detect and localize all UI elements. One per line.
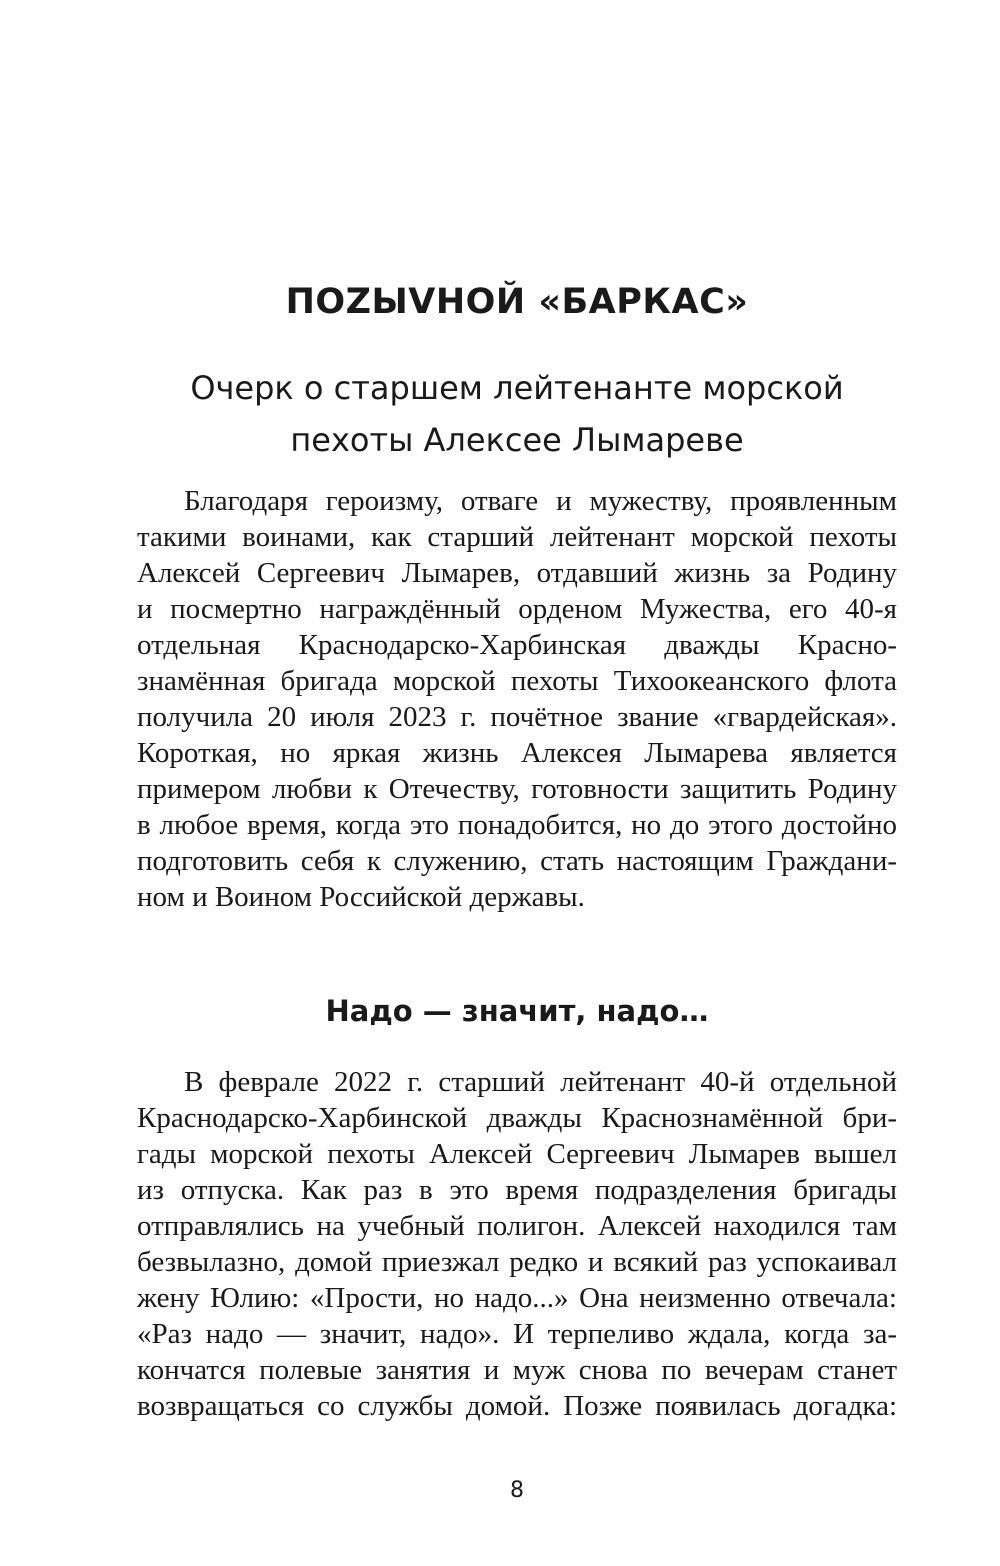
text-line: кончатся полевые занятия и муж снова по вечерам станет: [137, 1354, 897, 1386]
section-heading: Надо — значит, надо…: [325, 994, 709, 1028]
text-line: «Раз надо — значит, надо». И терпеливо ждала, когда за-: [137, 1318, 897, 1350]
text-line: в любое время, когда это понадобится, но до этого достойно: [137, 809, 897, 841]
text-line: Короткая, но яркая жизнь Алексея Лымарева является: [137, 737, 897, 769]
text-line: возвращаться со службы домой. Позже появилась догадка:: [137, 1390, 897, 1422]
text-line: примером любви к Отечеству, готовности защитить Родину: [137, 773, 897, 805]
paragraph-february: [137, 1064, 897, 1424]
text-line: получила 20 июля 2023 г. почётное звание «гвардейская».: [137, 701, 897, 733]
text-line: из отпуска. Как раз в это время подразделения бригады: [137, 1174, 897, 1206]
text-line: ном и Воином Российской державы.: [137, 881, 585, 913]
paragraph-intro: [137, 483, 897, 915]
text-line: Благодаря героизму, отваге и мужеству, проявленным: [184, 485, 897, 517]
text-line: такими воинами, как старший лейтенант морской пехоты: [137, 521, 897, 553]
subtitle-line: Очерк о старшем лейтенанте морской: [190, 369, 844, 407]
text-line: и посмертно награждённый орденом Мужества, его 40-я: [137, 593, 897, 625]
text-line: Краснодарско-Харбинской дважды Краснознамённой бри-: [137, 1102, 897, 1134]
subtitle-line: пехоты Алексее Лымареве: [290, 421, 744, 459]
text-line: жену Юлию: «Прости, но надо...» Она неизменно отвечала:: [137, 1282, 897, 1314]
text-line: отдельная Краснодарско-Харбинская дважды Красно-: [137, 629, 897, 661]
chapter-subtitle: [0, 362, 1000, 466]
text-line: гады морской пехоты Алексей Сергеевич Лымарев вышел: [137, 1138, 897, 1170]
text-line: В феврале 2022 г. старший лейтенант 40-й отдельной: [184, 1066, 897, 1098]
text-line: знамённая бригада морской пехоты Тихоокеанского флота: [137, 665, 897, 697]
text-line: отправлялись на учебный полигон. Алексей находился там: [137, 1210, 897, 1242]
text-line: Алексей Сергеевич Лымарев, отдавший жизнь за Родину: [137, 557, 897, 589]
text-line: безвылазно, домой приезжал редко и всякий раз успокаивал: [137, 1246, 897, 1278]
chapter-title: ПОZЫVНОЙ «БАРКАС»: [285, 282, 749, 322]
page-number: 8: [510, 1478, 524, 1503]
text-line: подготовить себя к служению, стать настоящим Граждани-: [137, 845, 897, 877]
